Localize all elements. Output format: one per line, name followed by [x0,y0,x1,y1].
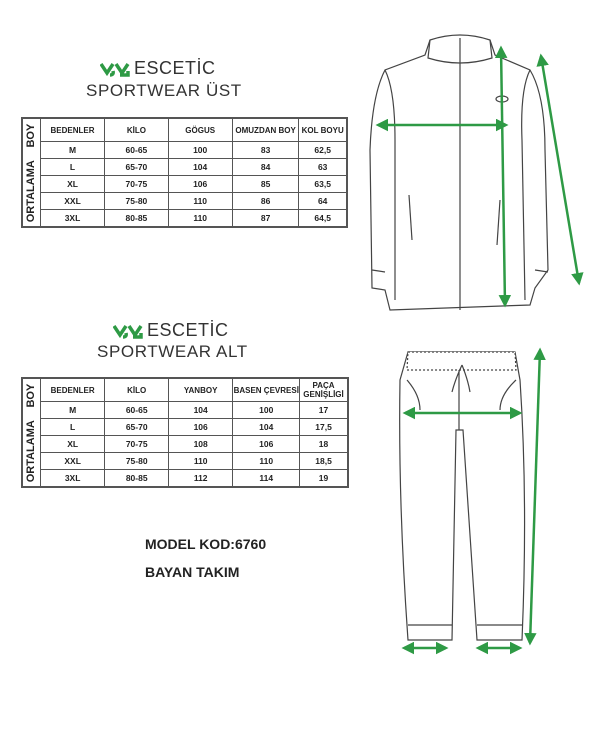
table-cell: L [40,159,105,176]
top-title: SPORTWEAR ÜST [86,81,242,100]
column-header: KİLO [105,118,168,142]
table-cell: XL [40,436,105,453]
table-cell: 75-80 [105,453,168,470]
pants-drawing [400,352,525,640]
table-cell: 60-65 [105,142,168,159]
table-cell: 3XL [40,210,105,228]
table-cell: 80-85 [105,470,168,488]
brand-name: ESCETİC [147,320,229,340]
table-cell: M [40,142,105,159]
column-header: OMUZDAN BOY [232,118,299,142]
column-header: BEDENLER [40,118,105,142]
bottom-title: SPORTWEAR ALT [97,342,248,361]
table-cell: 106 [168,176,232,193]
table-cell: 65-70 [105,159,168,176]
table-cell: 106 [233,436,300,453]
table-cell: XXL [40,453,105,470]
table-cell: L [40,419,105,436]
table-cell: XXL [40,193,105,210]
table-cell: 104 [168,402,233,419]
column-header: YANBOY [168,378,233,402]
table-cell: 19 [300,470,348,488]
column-header: KİLO [105,378,168,402]
table-cell: 100 [168,142,232,159]
table-cell: 110 [233,453,300,470]
table-cell: 65-70 [105,419,168,436]
table-cell: 100 [233,402,300,419]
table-cell: 3XL [40,470,105,488]
column-header: BEDENLER [40,378,105,402]
table-cell: 63 [299,159,347,176]
product-name: BAYAN TAKIM [145,564,240,580]
table-cell: 87 [232,210,299,228]
table-cell: 108 [168,436,233,453]
column-header: PAÇA GENİŞLİGİ [300,378,348,402]
table-cell: 64,5 [299,210,347,228]
table-cell: 106 [168,419,233,436]
table-cell: 86 [232,193,299,210]
table-cell: 70-75 [105,176,168,193]
table-cell: 110 [168,453,233,470]
jacket-body [370,35,548,310]
table-cell: XL [40,176,105,193]
table-cell: 104 [168,159,232,176]
table-cell: 110 [168,210,232,228]
table-cell: 63,5 [299,176,347,193]
table-cell: 70-75 [105,436,168,453]
column-header: GÖGUS [168,118,232,142]
table-cell: 112 [168,470,233,488]
model-code: MODEL KOD:6760 [145,536,267,552]
side-label-text: ORTALAMA BOY [25,123,38,222]
side-label-text: ORTALAMA BOY [25,383,38,482]
table-cell: 80-85 [105,210,168,228]
column-header: BASEN ÇEVRESİ [233,378,300,402]
table-cell: 85 [232,176,299,193]
table-cell: 110 [168,193,232,210]
table-cell: 84 [232,159,299,176]
column-header: KOL BOYU [299,118,347,142]
table-cell: 18,5 [300,453,348,470]
table-cell: 60-65 [105,402,168,419]
table-cell: 17 [300,402,348,419]
table-cell: 114 [233,470,300,488]
table-cell: 18 [300,436,348,453]
table-cell: 64 [299,193,347,210]
brand-name: ESCETİC [134,58,216,78]
pants-body [400,352,525,640]
outseam-arrow [530,350,540,643]
jacket-drawing [370,35,548,310]
table-cell: 62,5 [299,142,347,159]
table-cell: 104 [233,419,300,436]
table-cell: 75-80 [105,193,168,210]
table-cell: 17,5 [300,419,348,436]
table-cell: M [40,402,105,419]
table-cell: 83 [232,142,299,159]
